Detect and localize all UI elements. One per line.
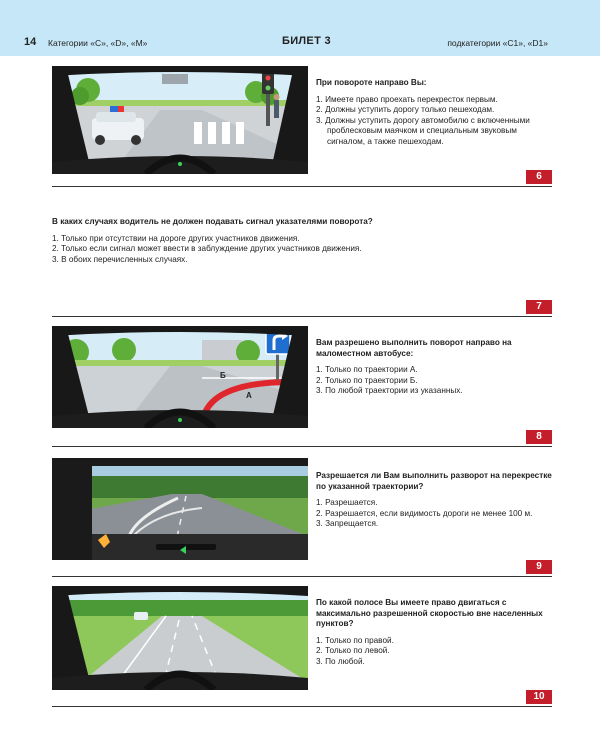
answer-item: 1. Только при отсутствии на дороге других участников движения. [52, 233, 300, 243]
answer-item: 2. Только по левой. [316, 646, 390, 655]
question-9-title: Разрешается ли Вам выполнить разворот на перекрестке по указанной траектории? [316, 471, 552, 491]
categories-label: Категории «С», «D», «M» [48, 38, 148, 48]
subcategories-label: подкатегории «C1», «D1» [447, 38, 548, 48]
question-9-answers [316, 498, 552, 530]
answer-item: 1. Только по траектории А. [316, 365, 418, 374]
divider [52, 186, 552, 187]
question-8-text [316, 338, 552, 397]
question-7-text [52, 217, 552, 265]
question-10-number-badge: 10 [526, 690, 552, 704]
divider [52, 706, 552, 707]
question-8-number-badge: 8 [526, 430, 552, 444]
divider [52, 576, 552, 577]
answer-item: 2. Должны уступить дорогу только пешеходам. [316, 105, 495, 114]
answer-item: 3. Должны уступить дорогу автомобилю с включенными проблесковым маячком и специальным звуковым сигналом, а также пешеходам. [316, 115, 530, 146]
answer-item: 2. Разрешается, если видимость дороги не менее 100 м. [316, 508, 533, 518]
answer-item: 3. По любой. [316, 656, 365, 666]
question-9-text [316, 471, 552, 530]
ticket-title: БИЛЕТ 3 [282, 35, 331, 47]
answer-item: 2. Только по траектории Б. [316, 375, 418, 385]
question-6-number-badge: 6 [526, 170, 552, 184]
question-7-title: В каких случаях водитель не должен подавать сигнал указателями поворота? [52, 217, 373, 226]
question-6-image [52, 66, 308, 174]
question-10-text [316, 598, 552, 667]
question-9-image [52, 458, 308, 560]
question-6-answers [316, 95, 552, 148]
question-6-text [316, 78, 552, 147]
question-7-answers [52, 234, 552, 266]
answer-item: 1. Имеете право проехать перекресток первым. [316, 94, 498, 104]
question-8-answers [316, 365, 552, 397]
answer-item: 3. По любой траектории из указанных. [316, 386, 463, 395]
question-8-image [52, 326, 308, 428]
answer-item: 2. Только если сигнал может ввести в заблуждение других участников движения. [52, 244, 362, 253]
question-9-number-badge: 9 [526, 560, 552, 574]
divider [52, 316, 552, 317]
question-10-answers [316, 636, 552, 668]
answer-item: 3. В обоих перечисленных случаях. [52, 254, 188, 264]
answer-item: 1. Разрешается. [316, 498, 378, 507]
trajectory-b-label: Б [220, 371, 226, 380]
question-8-title: Вам разрешено выполнить поворот направо на маломестном автобусе: [316, 338, 512, 358]
answer-item: 3. Запрещается. [316, 519, 379, 528]
page-number: 14 [24, 36, 37, 48]
question-6-title: При повороте направо Вы: [316, 78, 427, 87]
question-7-number-badge: 7 [526, 300, 552, 314]
question-10-image [52, 586, 308, 690]
trajectory-a-label: А [246, 391, 252, 400]
answer-item: 1. Только по правой. [316, 635, 394, 645]
question-10-title: По какой полосе Вы имеете право двигаться с максимально разрешенной скоростью вне населенных пунктов? [316, 598, 543, 628]
divider [52, 446, 552, 447]
